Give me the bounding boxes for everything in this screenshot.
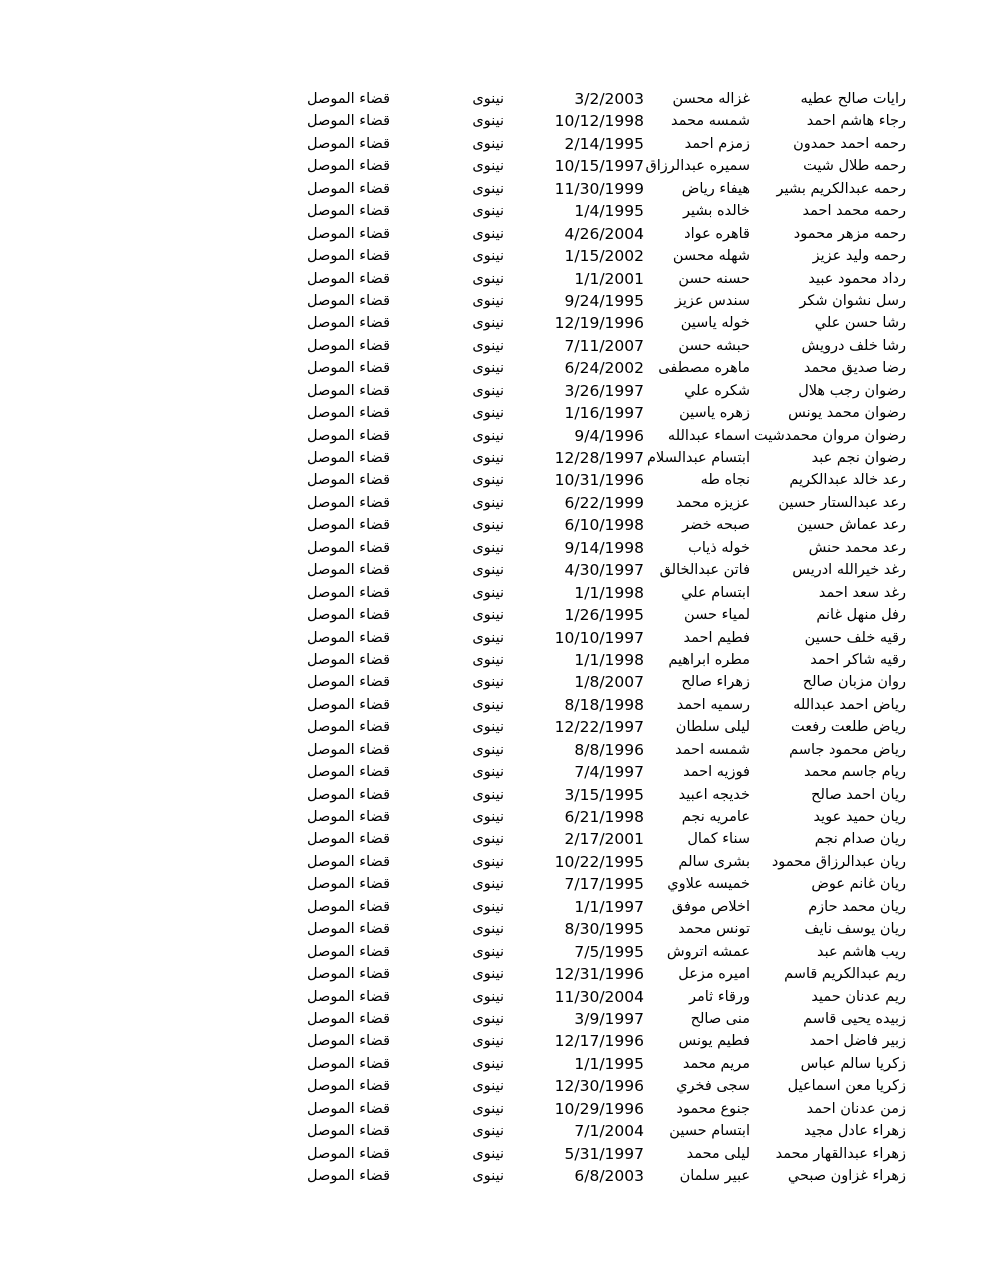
district-cell: قضاء الموصل xyxy=(307,1010,390,1027)
district-cell: قضاء الموصل xyxy=(307,180,390,197)
table-row xyxy=(307,291,918,313)
birth-date-cell: 1/8/2007 xyxy=(574,673,644,692)
birth-date-cell: 12/17/1996 xyxy=(554,1032,644,1051)
table-row xyxy=(307,762,918,784)
birth-date-cell: 6/10/1998 xyxy=(564,516,644,535)
table-row xyxy=(307,1099,918,1121)
birth-date-cell: 9/4/1996 xyxy=(574,426,644,445)
governorate-cell: نينوى xyxy=(472,248,504,265)
full-name-cell: رقيه شاكر احمد xyxy=(810,651,906,668)
governorate-cell: نينوى xyxy=(472,405,504,422)
full-name-cell: رشا حسن علي xyxy=(814,315,906,332)
governorate-cell: نينوى xyxy=(472,450,504,466)
mother-name-cell: اخلاص موفق xyxy=(671,898,750,915)
birth-date-cell: 1/1/1998 xyxy=(574,650,644,669)
governorate-cell: نينوى xyxy=(472,1100,504,1117)
table-row xyxy=(307,583,918,605)
mother-name-cell: زمزم احمد xyxy=(684,135,750,152)
district-cell: قضاء الموصل xyxy=(307,517,390,534)
full-name-cell: زكريا سالم عباس xyxy=(800,1055,906,1072)
full-name-cell: رحمه طلال شيت xyxy=(803,158,906,175)
table-row xyxy=(307,246,918,268)
full-name-cell: رسل نشوان شكر xyxy=(799,292,906,309)
table-row xyxy=(307,111,918,133)
governorate-cell: نينوى xyxy=(472,382,504,399)
full-name-cell: رضا صديق محمد xyxy=(803,360,906,377)
governorate-cell: نينوى xyxy=(472,1123,504,1140)
governorate-cell: نينوى xyxy=(472,853,504,870)
governorate-cell: نينوى xyxy=(472,270,504,287)
district-cell: قضاء الموصل xyxy=(307,1145,390,1162)
birth-date-cell: 5/31/1997 xyxy=(564,1144,644,1163)
district-cell: قضاء الموصل xyxy=(307,203,390,220)
table-row xyxy=(307,448,918,470)
mother-name-cell: شهله محسن xyxy=(672,248,750,265)
governorate-cell: نينوى xyxy=(472,472,504,489)
mother-name-cell: هيفاء رياض xyxy=(681,180,750,197)
mother-name-cell: ليلى محمد xyxy=(686,1145,750,1162)
table-row xyxy=(307,515,918,537)
table-row xyxy=(307,358,918,380)
governorate-cell: نينوى xyxy=(472,719,504,736)
governorate-cell: نينوى xyxy=(472,584,504,601)
full-name-cell: رعد خالد عبدالكريم xyxy=(789,472,906,489)
governorate-cell: نينوى xyxy=(472,786,504,803)
full-name-cell: ريان حميد عويد xyxy=(813,809,906,825)
table-row xyxy=(307,605,918,627)
governorate-cell: نينوى xyxy=(472,966,504,983)
governorate-cell: نينوى xyxy=(472,1168,504,1184)
mother-name-cell: اسماء عبدالله xyxy=(667,427,750,444)
full-name-cell: ريان صدام نجم xyxy=(814,831,906,848)
table-row xyxy=(307,336,918,358)
table-row xyxy=(307,89,918,111)
table-row xyxy=(307,1054,918,1076)
table-row xyxy=(307,672,918,694)
full-name-cell: رشا خلف درويش xyxy=(801,337,906,354)
full-name-cell: رعد محمد حنش xyxy=(808,539,906,556)
full-name-cell: رضوان نجم عبد xyxy=(811,450,906,466)
birth-date-cell: 10/29/1996 xyxy=(554,1099,644,1118)
table-row xyxy=(307,1031,918,1053)
district-cell: قضاء الموصل xyxy=(307,382,390,399)
full-name-cell: رفل منهل غانم xyxy=(816,607,906,624)
district-cell: قضاء الموصل xyxy=(307,472,390,489)
full-name-cell: رعد عبدالستار حسين xyxy=(778,494,906,511)
district-cell: قضاء الموصل xyxy=(307,629,390,646)
governorate-cell: نينوى xyxy=(472,292,504,309)
full-name-cell: رحمه مزهر محمود xyxy=(793,225,906,242)
mother-name-cell: مريم محمد xyxy=(682,1055,750,1072)
full-name-cell: رايات صالح عطيه xyxy=(800,91,906,107)
mother-name-cell: تونس محمد xyxy=(678,921,750,938)
governorate-cell: نينوى xyxy=(472,696,504,713)
mother-name-cell: قاهره عواد xyxy=(684,225,750,242)
governorate-cell: نينوى xyxy=(472,831,504,848)
table-row xyxy=(307,134,918,156)
full-name-cell: ريم عبدالكريم قاسم xyxy=(784,966,906,983)
governorate-cell: نينوى xyxy=(472,921,504,938)
birth-date-cell: 7/11/2007 xyxy=(564,336,644,355)
governorate-cell: نينوى xyxy=(472,1010,504,1027)
district-cell: قضاء الموصل xyxy=(307,988,390,1005)
birth-date-cell: 8/30/1995 xyxy=(564,920,644,939)
district-cell: قضاء الموصل xyxy=(307,696,390,713)
birth-date-cell: 9/24/1995 xyxy=(564,291,644,310)
full-name-cell: رحمه احمد حمدون xyxy=(793,135,906,152)
table-row xyxy=(307,785,918,807)
table-row xyxy=(307,628,918,650)
table-row xyxy=(307,650,918,672)
district-cell: قضاء الموصل xyxy=(307,1033,390,1050)
mother-name-cell: زهراء صالح xyxy=(681,674,750,691)
table-row xyxy=(307,313,918,335)
governorate-cell: نينوى xyxy=(472,943,504,960)
birth-date-cell: 6/21/1998 xyxy=(564,808,644,826)
birth-date-cell: 10/10/1997 xyxy=(554,628,644,647)
full-name-cell: رجاء هاشم احمد xyxy=(806,113,906,130)
mother-name-cell: مطره ابراهيم xyxy=(668,651,750,668)
birth-date-cell: 3/2/2003 xyxy=(574,90,644,108)
mother-name-cell: ابتسام عبدالسلام xyxy=(646,450,750,466)
full-name-cell: ريان احمد صالح xyxy=(811,786,906,803)
governorate-cell: نينوى xyxy=(472,113,504,130)
district-cell: قضاء الموصل xyxy=(307,1123,390,1140)
governorate-cell: نينوى xyxy=(472,225,504,242)
governorate-cell: نينوى xyxy=(472,91,504,107)
governorate-cell: نينوى xyxy=(472,1078,504,1095)
governorate-cell: نينوى xyxy=(472,629,504,646)
full-name-cell: زبيده يحيى قاسم xyxy=(803,1010,906,1027)
birth-date-cell: 2/17/2001 xyxy=(564,830,644,849)
table-row xyxy=(307,987,918,1009)
mother-name-cell: شمسه احمد xyxy=(675,741,750,758)
table-row xyxy=(307,942,918,964)
mother-name-cell: نجاه طه xyxy=(700,472,750,489)
district-cell: قضاء الموصل xyxy=(307,562,390,579)
table-row xyxy=(307,538,918,560)
mother-name-cell: فطيم احمد xyxy=(683,629,750,646)
table-row xyxy=(307,224,918,246)
table-row xyxy=(307,852,918,874)
mother-name-cell: شكره علي xyxy=(684,382,750,399)
district-cell: قضاء الموصل xyxy=(307,943,390,960)
table-row xyxy=(307,829,918,851)
birth-date-cell: 7/1/2004 xyxy=(574,1122,644,1141)
mother-name-cell: خالده بشير xyxy=(683,203,750,220)
district-cell: قضاء الموصل xyxy=(307,831,390,848)
birth-date-cell: 9/14/1998 xyxy=(564,538,644,557)
full-name-cell: رضوان رجب هلال xyxy=(798,382,906,399)
governorate-cell: نينوى xyxy=(472,517,504,534)
mother-name-cell: عزيزه محمد xyxy=(675,494,750,511)
full-name-cell: رغد سعد احمد xyxy=(818,584,906,601)
governorate-cell: نينوى xyxy=(472,1145,504,1162)
full-name-cell: رضوان مروان محمدشيت xyxy=(753,427,906,444)
full-name-cell: زبير فاضل احمد xyxy=(809,1033,906,1050)
governorate-cell: نينوى xyxy=(472,1055,504,1072)
full-name-cell: زهراء عبدالقهار محمد xyxy=(775,1145,906,1162)
birth-date-cell: 1/15/2002 xyxy=(564,247,644,266)
governorate-cell: نينوى xyxy=(472,539,504,556)
district-cell: قضاء الموصل xyxy=(307,764,390,781)
mother-name-cell: سميره عبدالرزاق xyxy=(645,158,750,175)
full-name-cell: زمن عدنان احمد xyxy=(806,1100,906,1117)
birth-date-cell: 10/31/1996 xyxy=(554,471,644,490)
table-row xyxy=(307,179,918,201)
district-cell: قضاء الموصل xyxy=(307,1100,390,1117)
table-row xyxy=(307,874,918,896)
mother-name-cell: لمياء حسن xyxy=(684,607,750,624)
district-cell: قضاء الموصل xyxy=(307,1168,390,1184)
birth-date-cell: 1/1/1997 xyxy=(574,897,644,916)
mother-name-cell: حبشه حسن xyxy=(678,337,750,354)
full-name-cell: ريان محمد حازم xyxy=(808,898,906,915)
mother-name-cell: زهره ياسين xyxy=(679,405,750,422)
birth-date-cell: 4/30/1997 xyxy=(564,561,644,580)
birth-date-cell: 6/22/1999 xyxy=(564,493,644,512)
birth-date-cell: 12/28/1997 xyxy=(554,449,644,467)
district-cell: قضاء الموصل xyxy=(307,786,390,803)
birth-date-cell: 10/12/1998 xyxy=(554,112,644,131)
full-name-cell: رداد محمود عبيد xyxy=(808,270,906,287)
birth-date-cell: 12/31/1996 xyxy=(554,965,644,984)
table-row xyxy=(307,269,918,291)
table-row xyxy=(307,897,918,919)
district-cell: قضاء الموصل xyxy=(307,719,390,736)
mother-name-cell: سجى فخري xyxy=(676,1078,750,1095)
birth-date-cell: 1/1/1995 xyxy=(574,1054,644,1073)
district-cell: قضاء الموصل xyxy=(307,450,390,466)
table-row xyxy=(307,560,918,582)
table-row xyxy=(307,1009,918,1031)
birth-date-cell: 1/4/1995 xyxy=(574,202,644,221)
birth-date-cell: 2/14/1995 xyxy=(564,134,644,153)
table-row xyxy=(307,1076,918,1098)
district-cell: قضاء الموصل xyxy=(307,741,390,758)
mother-name-cell: رسميه احمد xyxy=(676,696,750,713)
full-name-cell: رحمه وليد عزيز xyxy=(812,248,906,265)
governorate-cell: نينوى xyxy=(472,741,504,758)
full-name-cell: رياض طلعت رفعت xyxy=(791,719,906,736)
governorate-cell: نينوى xyxy=(472,562,504,579)
full-name-cell: رياض محمود جاسم xyxy=(789,741,906,758)
governorate-cell: نينوى xyxy=(472,674,504,691)
district-cell: قضاء الموصل xyxy=(307,809,390,825)
mother-name-cell: اميره مزعل xyxy=(678,966,750,983)
mother-name-cell: بشرى سالم xyxy=(678,853,750,870)
mother-name-cell: ابتسام حسين xyxy=(669,1123,750,1140)
governorate-cell: نينوى xyxy=(472,158,504,175)
mother-name-cell: ماهره مصطفى xyxy=(658,360,750,377)
mother-name-cell: فاتن عبدالخالق xyxy=(659,562,750,579)
mother-name-cell: ابتسام علي xyxy=(681,584,750,601)
mother-name-cell: عامريه نجم xyxy=(681,809,750,825)
full-name-cell: زهراء عادل مجيد xyxy=(804,1123,906,1140)
governorate-cell: نينوى xyxy=(472,203,504,220)
mother-name-cell: خديجه اعبيد xyxy=(678,786,750,803)
mother-name-cell: صبحه خضر xyxy=(682,517,750,534)
district-cell: قضاء الموصل xyxy=(307,405,390,422)
birth-date-cell: 3/15/1995 xyxy=(564,785,644,804)
full-name-cell: زهراء غزاون صبحي xyxy=(787,1168,906,1184)
table-row xyxy=(307,426,918,448)
table-row xyxy=(307,403,918,425)
full-name-cell: رغد خيرالله ادريس xyxy=(792,562,906,579)
district-cell: قضاء الموصل xyxy=(307,315,390,332)
district-cell: قضاء الموصل xyxy=(307,135,390,152)
governorate-cell: نينوى xyxy=(472,764,504,781)
mother-name-cell: سناء كمال xyxy=(687,831,750,848)
table-row xyxy=(307,695,918,717)
birth-date-cell: 3/9/1997 xyxy=(574,1009,644,1028)
table-row xyxy=(307,156,918,178)
table-row xyxy=(307,470,918,492)
district-cell: قضاء الموصل xyxy=(307,876,390,893)
table-row xyxy=(307,201,918,223)
records-table xyxy=(307,89,918,1188)
governorate-cell: نينوى xyxy=(472,494,504,511)
district-cell: قضاء الموصل xyxy=(307,248,390,265)
table-row xyxy=(307,807,918,829)
birth-date-cell: 1/26/1995 xyxy=(564,606,644,625)
governorate-cell: نينوى xyxy=(472,876,504,893)
district-cell: قضاء الموصل xyxy=(307,225,390,242)
table-row xyxy=(307,964,918,986)
governorate-cell: نينوى xyxy=(472,1033,504,1050)
district-cell: قضاء الموصل xyxy=(307,91,390,107)
full-name-cell: رضوان محمد يونس xyxy=(788,405,906,422)
governorate-cell: نينوى xyxy=(472,315,504,332)
governorate-cell: نينوى xyxy=(472,809,504,825)
full-name-cell: رعد عماش حسين xyxy=(797,517,906,534)
mother-name-cell: عمشه اتروش xyxy=(666,943,750,960)
full-name-cell: ريام جاسم محمد xyxy=(804,764,906,781)
full-name-cell: روان مزبان صالح xyxy=(802,674,906,691)
governorate-cell: نينوى xyxy=(472,135,504,152)
birth-date-cell: 7/4/1997 xyxy=(574,763,644,782)
birth-date-cell: 11/30/1999 xyxy=(554,179,644,198)
table-row xyxy=(307,381,918,403)
mother-name-cell: شمسه محمد xyxy=(671,113,750,130)
district-cell: قضاء الموصل xyxy=(307,1078,390,1095)
mother-name-cell: جنوع محمود xyxy=(676,1100,750,1117)
birth-date-cell: 12/30/1996 xyxy=(554,1077,644,1096)
district-cell: قضاء الموصل xyxy=(307,270,390,287)
birth-date-cell: 1/1/1998 xyxy=(574,583,644,602)
governorate-cell: نينوى xyxy=(472,180,504,197)
full-name-cell: رحمه عبدالكريم بشير xyxy=(776,180,906,197)
table-row xyxy=(307,919,918,941)
district-cell: قضاء الموصل xyxy=(307,158,390,175)
district-cell: قضاء الموصل xyxy=(307,853,390,870)
birth-date-cell: 7/5/1995 xyxy=(574,942,644,961)
birth-date-cell: 6/8/2003 xyxy=(574,1167,644,1185)
district-cell: قضاء الموصل xyxy=(307,898,390,915)
mother-name-cell: عبير سلمان xyxy=(679,1168,750,1184)
district-cell: قضاء الموصل xyxy=(307,966,390,983)
table-row xyxy=(307,717,918,739)
birth-date-cell: 10/22/1995 xyxy=(554,852,644,871)
district-cell: قضاء الموصل xyxy=(307,584,390,601)
full-name-cell: ريان غانم عوض xyxy=(811,876,906,893)
district-cell: قضاء الموصل xyxy=(307,921,390,938)
table-row xyxy=(307,1144,918,1166)
birth-date-cell: 4/26/2004 xyxy=(564,224,644,243)
governorate-cell: نينوى xyxy=(472,427,504,444)
birth-date-cell: 1/1/2001 xyxy=(574,269,644,288)
birth-date-cell: 6/24/2002 xyxy=(564,359,644,378)
district-cell: قضاء الموصل xyxy=(307,292,390,309)
table-row xyxy=(307,493,918,515)
governorate-cell: نينوى xyxy=(472,607,504,624)
birth-date-cell: 3/26/1997 xyxy=(564,381,644,400)
governorate-cell: نينوى xyxy=(472,651,504,668)
full-name-cell: رياض احمد عبدالله xyxy=(793,696,906,713)
mother-name-cell: منى صالح xyxy=(690,1010,750,1027)
birth-date-cell: 8/18/1998 xyxy=(564,695,644,714)
table-row xyxy=(307,740,918,762)
district-cell: قضاء الموصل xyxy=(307,113,390,130)
mother-name-cell: خميسه علاوي xyxy=(667,876,750,893)
district-cell: قضاء الموصل xyxy=(307,1055,390,1072)
full-name-cell: ريب هاشم عبد xyxy=(817,943,906,960)
birth-date-cell: 8/8/1996 xyxy=(574,740,644,759)
district-cell: قضاء الموصل xyxy=(307,674,390,691)
birth-date-cell: 10/15/1997 xyxy=(554,157,644,176)
mother-name-cell: خوله ذياب xyxy=(688,539,750,556)
district-cell: قضاء الموصل xyxy=(307,360,390,377)
birth-date-cell: 12/22/1997 xyxy=(554,718,644,737)
district-cell: قضاء الموصل xyxy=(307,427,390,444)
district-cell: قضاء الموصل xyxy=(307,494,390,511)
mother-name-cell: حسنه حسن xyxy=(678,270,750,287)
district-cell: قضاء الموصل xyxy=(307,607,390,624)
mother-name-cell: فطيم يونس xyxy=(678,1033,750,1050)
mother-name-cell: سندس عزيز xyxy=(674,292,750,309)
mother-name-cell: ليلى سلطان xyxy=(675,719,750,736)
governorate-cell: نينوى xyxy=(472,988,504,1005)
birth-date-cell: 7/17/1995 xyxy=(564,875,644,894)
full-name-cell: رحمه محمد احمد xyxy=(802,203,906,220)
governorate-cell: نينوى xyxy=(472,337,504,354)
birth-date-cell: 11/30/2004 xyxy=(554,987,644,1006)
mother-name-cell: خوله ياسين xyxy=(680,315,750,332)
full-name-cell: ريم عدنان حميد xyxy=(811,988,906,1005)
full-name-cell: رقيه خلف حسين xyxy=(804,629,906,646)
birth-date-cell: 1/16/1997 xyxy=(564,404,644,423)
district-cell: قضاء الموصل xyxy=(307,337,390,354)
full-name-cell: ريان يوسف نايف xyxy=(804,921,906,938)
district-cell: قضاء الموصل xyxy=(307,651,390,668)
full-name-cell: زكريا معن اسماعيل xyxy=(787,1078,906,1095)
table-row xyxy=(307,1121,918,1143)
mother-name-cell: فوزيه احمد xyxy=(683,764,750,781)
governorate-cell: نينوى xyxy=(472,360,504,377)
table-row xyxy=(307,1166,918,1188)
mother-name-cell: غزاله محسن xyxy=(672,91,750,107)
district-cell: قضاء الموصل xyxy=(307,539,390,556)
birth-date-cell: 12/19/1996 xyxy=(554,314,644,333)
mother-name-cell: ورقاء ثامر xyxy=(688,988,750,1005)
full-name-cell: ريان عبدالرزاق محمود xyxy=(771,853,906,870)
governorate-cell: نينوى xyxy=(472,898,504,915)
